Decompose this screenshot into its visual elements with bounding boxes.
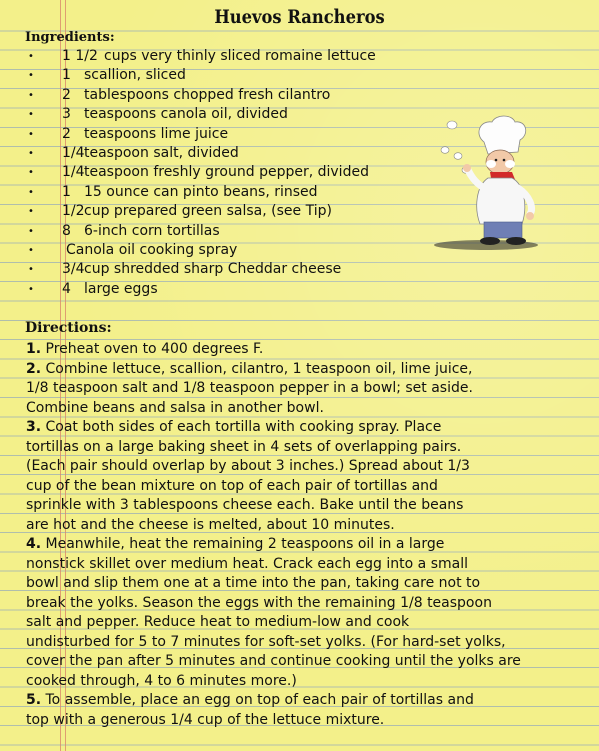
direction-line (26, 340, 571, 360)
ingredient-description: cup shredded sharp Cheddar cheese (84, 261, 342, 278)
direction-line (26, 652, 571, 672)
ingredient-description: tablespoons chopped fresh cilantro (84, 86, 331, 103)
bullet-icon: • (28, 186, 34, 198)
bullet-icon: • (28, 70, 34, 82)
ingredient-description: teaspoons lime juice (84, 125, 229, 142)
ingredient-quantity: 1 1/2 (62, 48, 98, 64)
direction-line (26, 555, 571, 575)
direction-line (26, 574, 571, 594)
ingredient-quantity: 1/4 (62, 144, 85, 161)
bullet-icon: • (28, 128, 34, 140)
ingredient-description: scallion, sliced (84, 67, 186, 84)
direction-line (26, 457, 571, 477)
directions-heading: Directions: (25, 320, 112, 336)
direction-line (26, 438, 571, 458)
ingredient-quantity: 1/2 (62, 203, 85, 220)
direction-line (26, 711, 571, 731)
direction-line (26, 594, 571, 614)
direction-text: cover the pan after 5 minutes and continue cooking until the yolks are (26, 653, 521, 669)
bullet-icon: • (28, 147, 34, 159)
ingredient-quantity: 2 (62, 125, 71, 142)
direction-text: Preheat oven to 400 degrees F. (41, 341, 264, 357)
ingredient-description: large eggs (84, 280, 158, 297)
bullet-icon: • (28, 167, 34, 179)
bullet-icon: • (28, 89, 34, 101)
direction-line (26, 496, 571, 516)
direction-text: nonstick skillet over medium heat. Crack each egg into a small (26, 555, 468, 572)
ingredient-quantity: 3 (62, 106, 71, 123)
direction-line (26, 691, 571, 711)
step-number: 3. (26, 419, 42, 435)
directions-list (26, 340, 571, 730)
ingredient-quantity: 1 (62, 67, 71, 84)
chef-juggling-eggs-icon (418, 112, 553, 252)
direction-text: are hot and the cheese is melted, about 10 minutes. (26, 516, 395, 533)
ingredient-description: 15 ounce can pinto beans, rinsed (84, 183, 318, 200)
step-number: 2. (26, 360, 42, 377)
direction-text: break the yolks. Season the eggs with the remaining 1/8 teaspoon (26, 594, 492, 611)
step-number: 4. (26, 536, 42, 552)
direction-text: salt and pepper. Reduce heat to medium-low and cook (26, 614, 410, 630)
step-number: 5. (26, 692, 42, 708)
direction-line (26, 477, 571, 497)
bullet-icon: • (28, 206, 34, 218)
ingredient-description: 6-inch corn tortillas (84, 222, 220, 239)
bullet-icon: • (28, 109, 34, 121)
direction-line (26, 399, 571, 419)
direction-text: (Each pair should overlap by about 3 inches.) Spread about 1/3 (26, 458, 470, 474)
direction-text: Combine beans and salsa in another bowl. (26, 399, 324, 416)
direction-text: To assemble, place an egg on top of each pair of tortillas and (41, 692, 474, 708)
ingredient-description: teaspoon salt, divided (84, 144, 239, 161)
ingredients-heading: Ingredients: (25, 30, 115, 45)
direction-text: cup of the bean mixture on top of each pair of tortillas and (26, 477, 438, 494)
ingredient-description: cups very thinly sliced romaine lettuce (104, 48, 376, 64)
direction-line (26, 516, 571, 536)
direction-text: Coat both sides of each tortilla with cooking spray. Place (41, 419, 442, 435)
direction-line (26, 360, 571, 380)
direction-text: bowl and slip them one at a time into the pan, taking care not to (26, 575, 481, 591)
recipe-title: Huevos Rancheros (214, 6, 385, 28)
direction-line (26, 613, 571, 633)
direction-text: 1/8 teaspoon salt and 1/8 teaspoon pepper in a bowl; set aside. (26, 380, 473, 396)
direction-text: tortillas on a large baking sheet in 4 sets of overlapping pairs. (26, 438, 462, 455)
bullet-icon: • (28, 283, 34, 295)
ingredient-quantity: 4 (62, 280, 71, 297)
bullet-icon: • (28, 244, 34, 256)
bullet-icon: • (28, 225, 34, 237)
ingredient-description: Canola oil cooking spray (66, 241, 238, 258)
direction-line (26, 418, 571, 438)
direction-line (26, 672, 571, 692)
bullet-icon: • (28, 264, 34, 276)
ingredient-quantity: 8 (62, 222, 71, 239)
direction-text: top with a generous 1/4 cup of the lettuce mixture. (26, 711, 385, 728)
ingredient-description: teaspoons canola oil, divided (84, 106, 288, 123)
direction-text: sprinkle with 3 tablespoons cheese each. Bake until the beans (26, 497, 464, 513)
bullet-icon: • (28, 51, 34, 62)
ingredient-quantity: 2 (62, 86, 71, 103)
step-number: 1. (26, 341, 42, 357)
ingredient-quantity: 3/4 (62, 261, 85, 278)
direction-line (26, 633, 571, 653)
direction-text: cooked through, 4 to 6 minutes more.) (26, 672, 297, 689)
ingredient-quantity: 1 (62, 183, 71, 200)
ingredient-description: cup prepared green salsa, (see Tip) (84, 203, 332, 220)
ingredient-quantity: 1/4 (62, 164, 85, 181)
ingredient-description: teaspoon freshly ground pepper, divided (84, 164, 369, 181)
direction-text: undisturbed for 5 to 7 minutes for soft-set yolks. (For hard-set yolks, (26, 633, 506, 650)
direction-line (26, 379, 571, 399)
direction-line (26, 535, 571, 555)
direction-text: Combine lettuce, scallion, cilantro, 1 teaspoon oil, lime juice, (41, 360, 473, 377)
direction-text: Meanwhile, heat the remaining 2 teaspoons oil in a large (41, 536, 445, 552)
